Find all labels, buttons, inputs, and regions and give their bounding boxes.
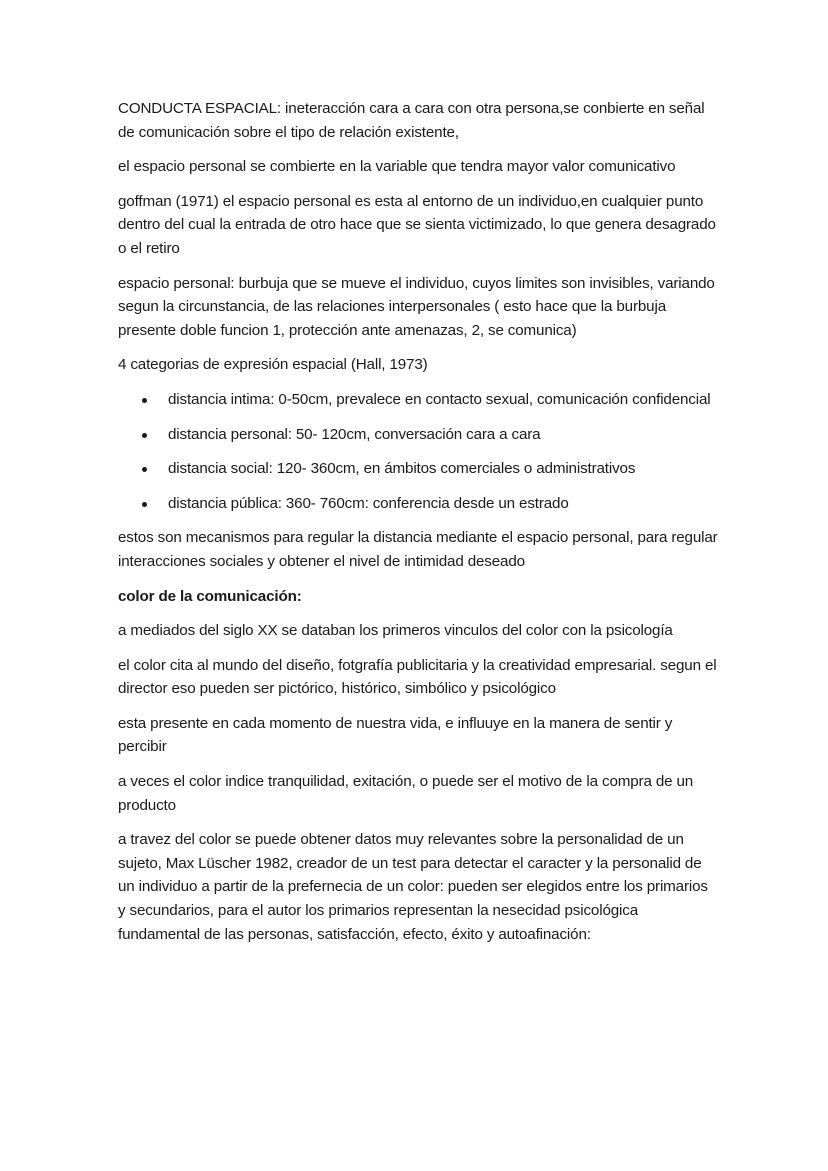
list-item-text: distancia intima: 0-50cm, prevalece en contacto sexual, comunicación confidencial bbox=[168, 390, 711, 408]
list-item bbox=[118, 492, 718, 516]
bullet-dot-icon bbox=[142, 398, 147, 403]
paragraph-conducta-espacial: CONDUCTA ESPACIAL: ineteracción cara a cara con otra persona,se conbierte en señal de comunicación sobre el tipo de relación existente, bbox=[118, 100, 705, 141]
paragraph-mecanismos: estos son mecanismos para regular la distancia mediante el espacio personal, para regular interacciones sociales y obtener el nivel de intimidad deseado bbox=[118, 529, 718, 570]
list-item bbox=[118, 423, 718, 447]
bullet-dot-icon bbox=[142, 502, 147, 507]
paragraph-espacio-personal-variable: el espacio personal se combierte en la variable que tendra mayor valor comunicativo bbox=[118, 158, 676, 176]
list-item bbox=[118, 457, 718, 481]
paragraph-tranquilidad: a veces el color indice tranquilidad, exitación, o puede ser el motivo de la compra de un producto bbox=[118, 773, 694, 814]
paragraph-burbuja: espacio personal: burbuja que se mueve el individuo, cuyos limites son invisibles, variando segun la circunstancia, de las relaciones interpersonales ( esto hace que la burbuja presente doble funcion 1, protección ante amenazas, 2, se comunica) bbox=[118, 274, 715, 339]
list-item-text: distancia pública: 360- 760cm: conferencia desde un estrado bbox=[168, 494, 569, 512]
paragraph-goffman: goffman (1971) el espacio personal es esta al entorno de un individuo,en cualquier punto dentro del cual la entrada de otro hace que se sienta victimizado, lo que genera desagrado o el retiro bbox=[118, 192, 716, 257]
bullet-dot-icon bbox=[142, 433, 147, 438]
paragraph-presente-vida: esta presente en cada momento de nuestra vida, e influuye en la manera de sentir y percibir bbox=[118, 714, 673, 756]
paragraph-luscher: a travez del color se puede obtener datos muy relevantes sobre la personalidad de un sujeto, Max Lüscher 1982, creador de un test para detectar el caracter y la personalid de un individuo a partir de la prefernecia de un color: pueden ser elegidos entre los primarios y secundarios, para el autor los primarios representan la nesecidad psicológica fundamental de las personas, satisfacción, efecto, éxito y autoafinación: bbox=[118, 831, 708, 943]
list-item bbox=[118, 388, 718, 412]
paragraph-color-diseno: el color cita al mundo del diseño, fotgrafía publicitaria y la creatividad empresarial. segun el director eso pueden ser pictórico, histórico, simbólico y psicológico bbox=[118, 656, 717, 698]
paragraph-siglo-xx: a mediados del siglo XX se databan los primeros vinculos del color con la psicología bbox=[118, 622, 673, 640]
document-page bbox=[118, 97, 718, 957]
bullet-list-distancias bbox=[118, 388, 718, 515]
paragraph-categorias-hall: 4 categorias de expresión espacial (Hall, 1973) bbox=[118, 356, 428, 374]
section-heading-color: color de la comunicación: bbox=[118, 587, 302, 605]
bullet-dot-icon bbox=[142, 467, 147, 472]
list-item-text: distancia social: 120- 360cm, en ámbitos comerciales o administrativos bbox=[168, 460, 636, 478]
list-item-text: distancia personal: 50- 120cm, conversación cara a cara bbox=[168, 425, 541, 443]
